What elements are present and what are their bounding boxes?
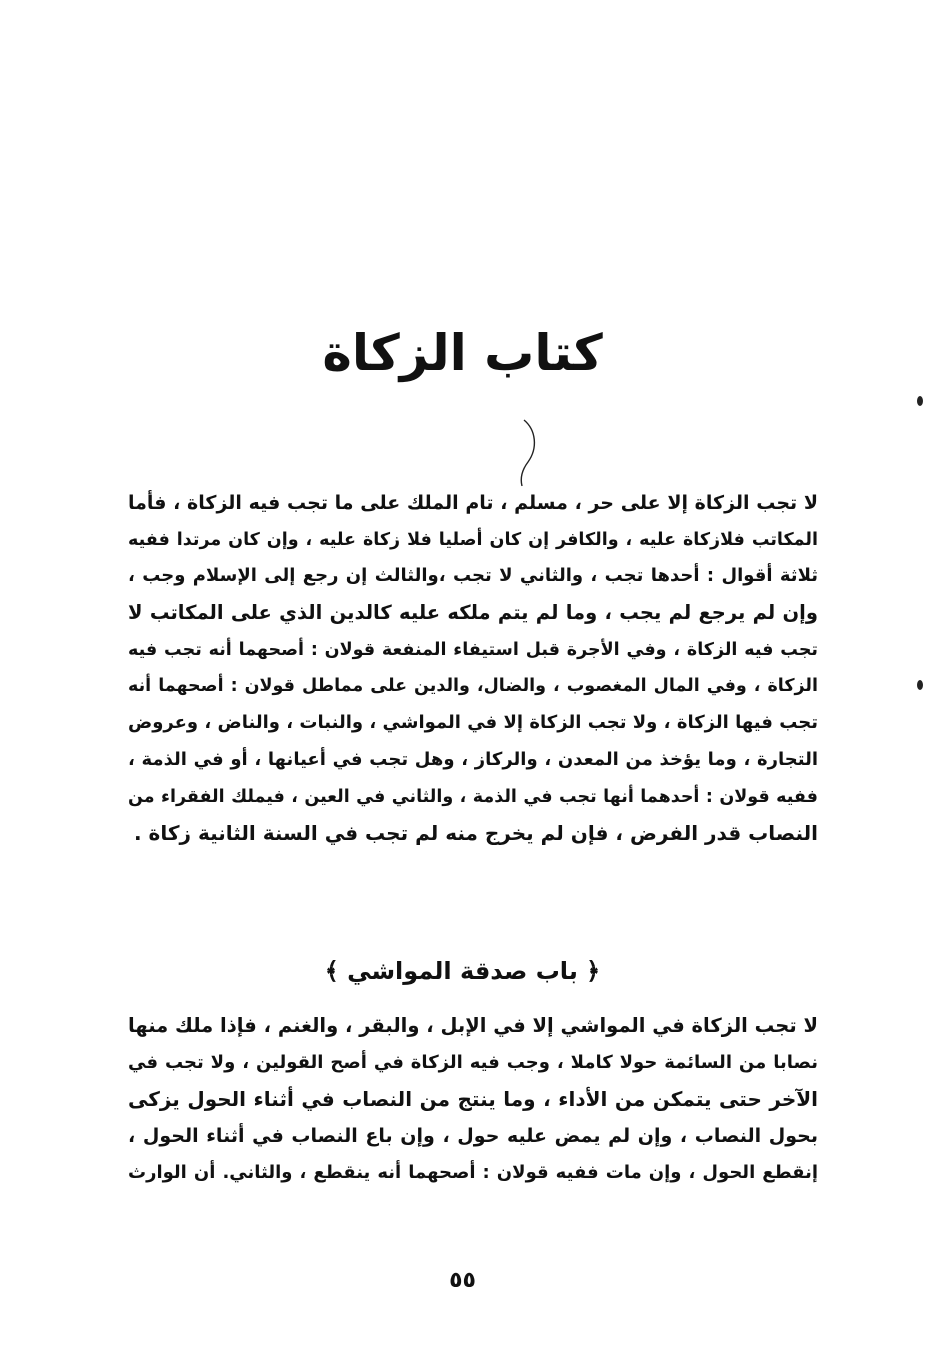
text-line: النصاب قدر الفرض ، فإن لم يخرج منه لم تجب في السنة الثانية زكاة .	[133, 821, 818, 846]
text-line: ففيه قولان : أحدهما أنها تجب في الذمة ، والثاني في العين ، فيملك الفقراء من	[128, 786, 818, 807]
text-line: الزكاة ، وفي المال المغصوب ، والضال، والدين على مماطل قولان : أصحهما أنه	[128, 676, 818, 697]
text-line: تجب فيه الزكاة ، وفي الأجرة قبل استيفاء المنفعة قولان : أصحهما أنه تجب فيه	[128, 639, 818, 660]
text-line: لا تجب الزكاة إلا على حر ، مسلم ، تام الملك على ما تجب فيه الزكاة ، فأما	[128, 492, 818, 514]
text-line: التجارة ، وما يؤخذ من المعدن ، والركاز ، وهل تجب في أعيانها ، أو في الذمة ،	[128, 748, 818, 770]
text-line: الآخر حتى يتمكن من الأداء ، وما ينتج من النصاب في أثناء الحول يزكى	[128, 1087, 818, 1112]
text-line: نصابا من السائمة حولا كاملا ، وجب فيه الزكاة في أصح القولين ، ولا تجب في	[128, 1051, 818, 1073]
margin-mark	[917, 396, 923, 406]
text-line: تجب فيها الزكاة ، ولا تجب الزكاة إلا في المواشي ، والنبات ، والناض ، وعروض	[128, 712, 818, 734]
book-title: كتاب الزكاة	[322, 324, 603, 382]
section-2-text	[128, 1008, 818, 1191]
text-line: المكاتب فلازكاة عليه ، والكافر إن كان أصليا فلا زكاة عليه ، وإن كان مرتدا ففيه	[128, 529, 818, 550]
text-line: لا تجب الزكاة في المواشي إلا في الإبل ، والبقر ، والغنم ، فإذا ملك منها	[128, 1014, 818, 1037]
page-number: ٥٥	[449, 1268, 476, 1293]
text-line: ثلاثة أقوال : أحدها تجب ، والثاني لا تجب ،والثالث إن رجع إلى الإسلام وجب ،	[128, 565, 818, 587]
section-1-text	[128, 485, 818, 852]
text-line: إنقطع الحول ، وإن مات ففيه قولان : أصحهما أنه ينقطع ، والثاني. أن الوارث	[128, 1161, 818, 1183]
text-line: وإن لم يرجع لم يجب ، وما لم يتم ملكه عليه كالدين الذي على المكاتب لا	[128, 601, 818, 625]
decorative-swirl-icon	[510, 418, 540, 488]
margin-mark	[917, 680, 923, 690]
chapter-heading: ﴿ باب صدقة المواشي ﴾	[324, 957, 601, 985]
text-line: بحول النصاب ، وإن لم يمض عليه حول ، وإن باع النصاب في أثناء الحول ،	[128, 1125, 818, 1148]
